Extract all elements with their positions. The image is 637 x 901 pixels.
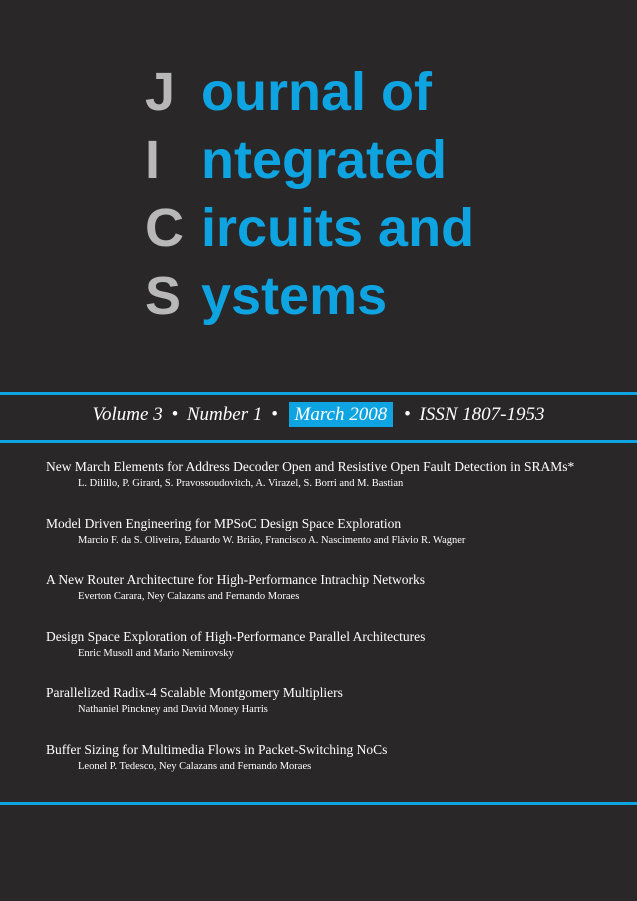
title-initial: C — [145, 198, 184, 258]
title-word: ystems — [201, 266, 388, 326]
number-label: Number 1 — [186, 404, 263, 425]
title-row-integrated — [145, 130, 447, 190]
article-item — [46, 515, 626, 549]
title-initial: J — [145, 62, 176, 122]
title-row-journal — [145, 62, 432, 122]
article-authors: L. Dilillo, P. Girard, S. Pravossoudovitch, A. Virazel, S. Borri and M. Bastian — [78, 478, 404, 489]
article-item — [46, 628, 626, 662]
divider-bottom — [0, 802, 637, 805]
bullet-separator: • — [271, 404, 278, 425]
title-initial: S — [145, 266, 182, 326]
article-title: Parallelized Radix-4 Scalable Montgomery Multipliers — [46, 685, 343, 700]
article-title: A New Router Architecture for High-Performance Intrachip Networks — [46, 572, 425, 587]
article-item — [46, 458, 626, 492]
issn-label: ISSN 1807-1953 — [419, 404, 545, 425]
bullet-separator: • — [171, 404, 179, 425]
title-row-systems — [145, 266, 387, 326]
bullet-separator: • — [403, 404, 411, 425]
article-item — [46, 571, 626, 605]
article-title: Buffer Sizing for Multimedia Flows in Packet-Switching NoCs — [46, 742, 388, 757]
title-initial: I — [145, 130, 161, 190]
article-authors: Everton Carara, Ney Calazans and Fernando Moraes — [78, 591, 300, 602]
article-authors: Marcio F. da S. Oliveira, Eduardo W. Brião, Francisco A. Nascimento and Flávio R. Wagner — [78, 535, 466, 546]
article-item — [46, 684, 626, 718]
divider-middle — [0, 440, 637, 443]
title-word: ntegrated — [201, 130, 448, 190]
issue-info — [0, 404, 637, 426]
article-authors: Enric Musoll and Mario Nemirovsky — [78, 648, 234, 659]
article-authors: Leonel P. Tedesco, Ney Calazans and Fernando Moraes — [78, 761, 312, 772]
volume-label: Volume 3 — [92, 404, 163, 425]
title-row-circuits — [145, 198, 474, 258]
divider-top — [0, 392, 637, 395]
title-word: ournal of — [201, 62, 432, 122]
article-title: Model Driven Engineering for MPSoC Design Space Exploration — [46, 516, 402, 531]
title-word: ircuits and — [201, 198, 475, 258]
article-authors: Nathaniel Pinckney and David Money Harris — [78, 704, 268, 715]
article-title: New March Elements for Address Decoder Open and Resistive Open Fault Detection in SRAMs* — [46, 459, 575, 474]
issue-date-badge: March 2008 — [289, 402, 394, 427]
article-item — [46, 741, 626, 775]
article-title: Design Space Exploration of High-Performance Parallel Architectures — [46, 629, 426, 644]
